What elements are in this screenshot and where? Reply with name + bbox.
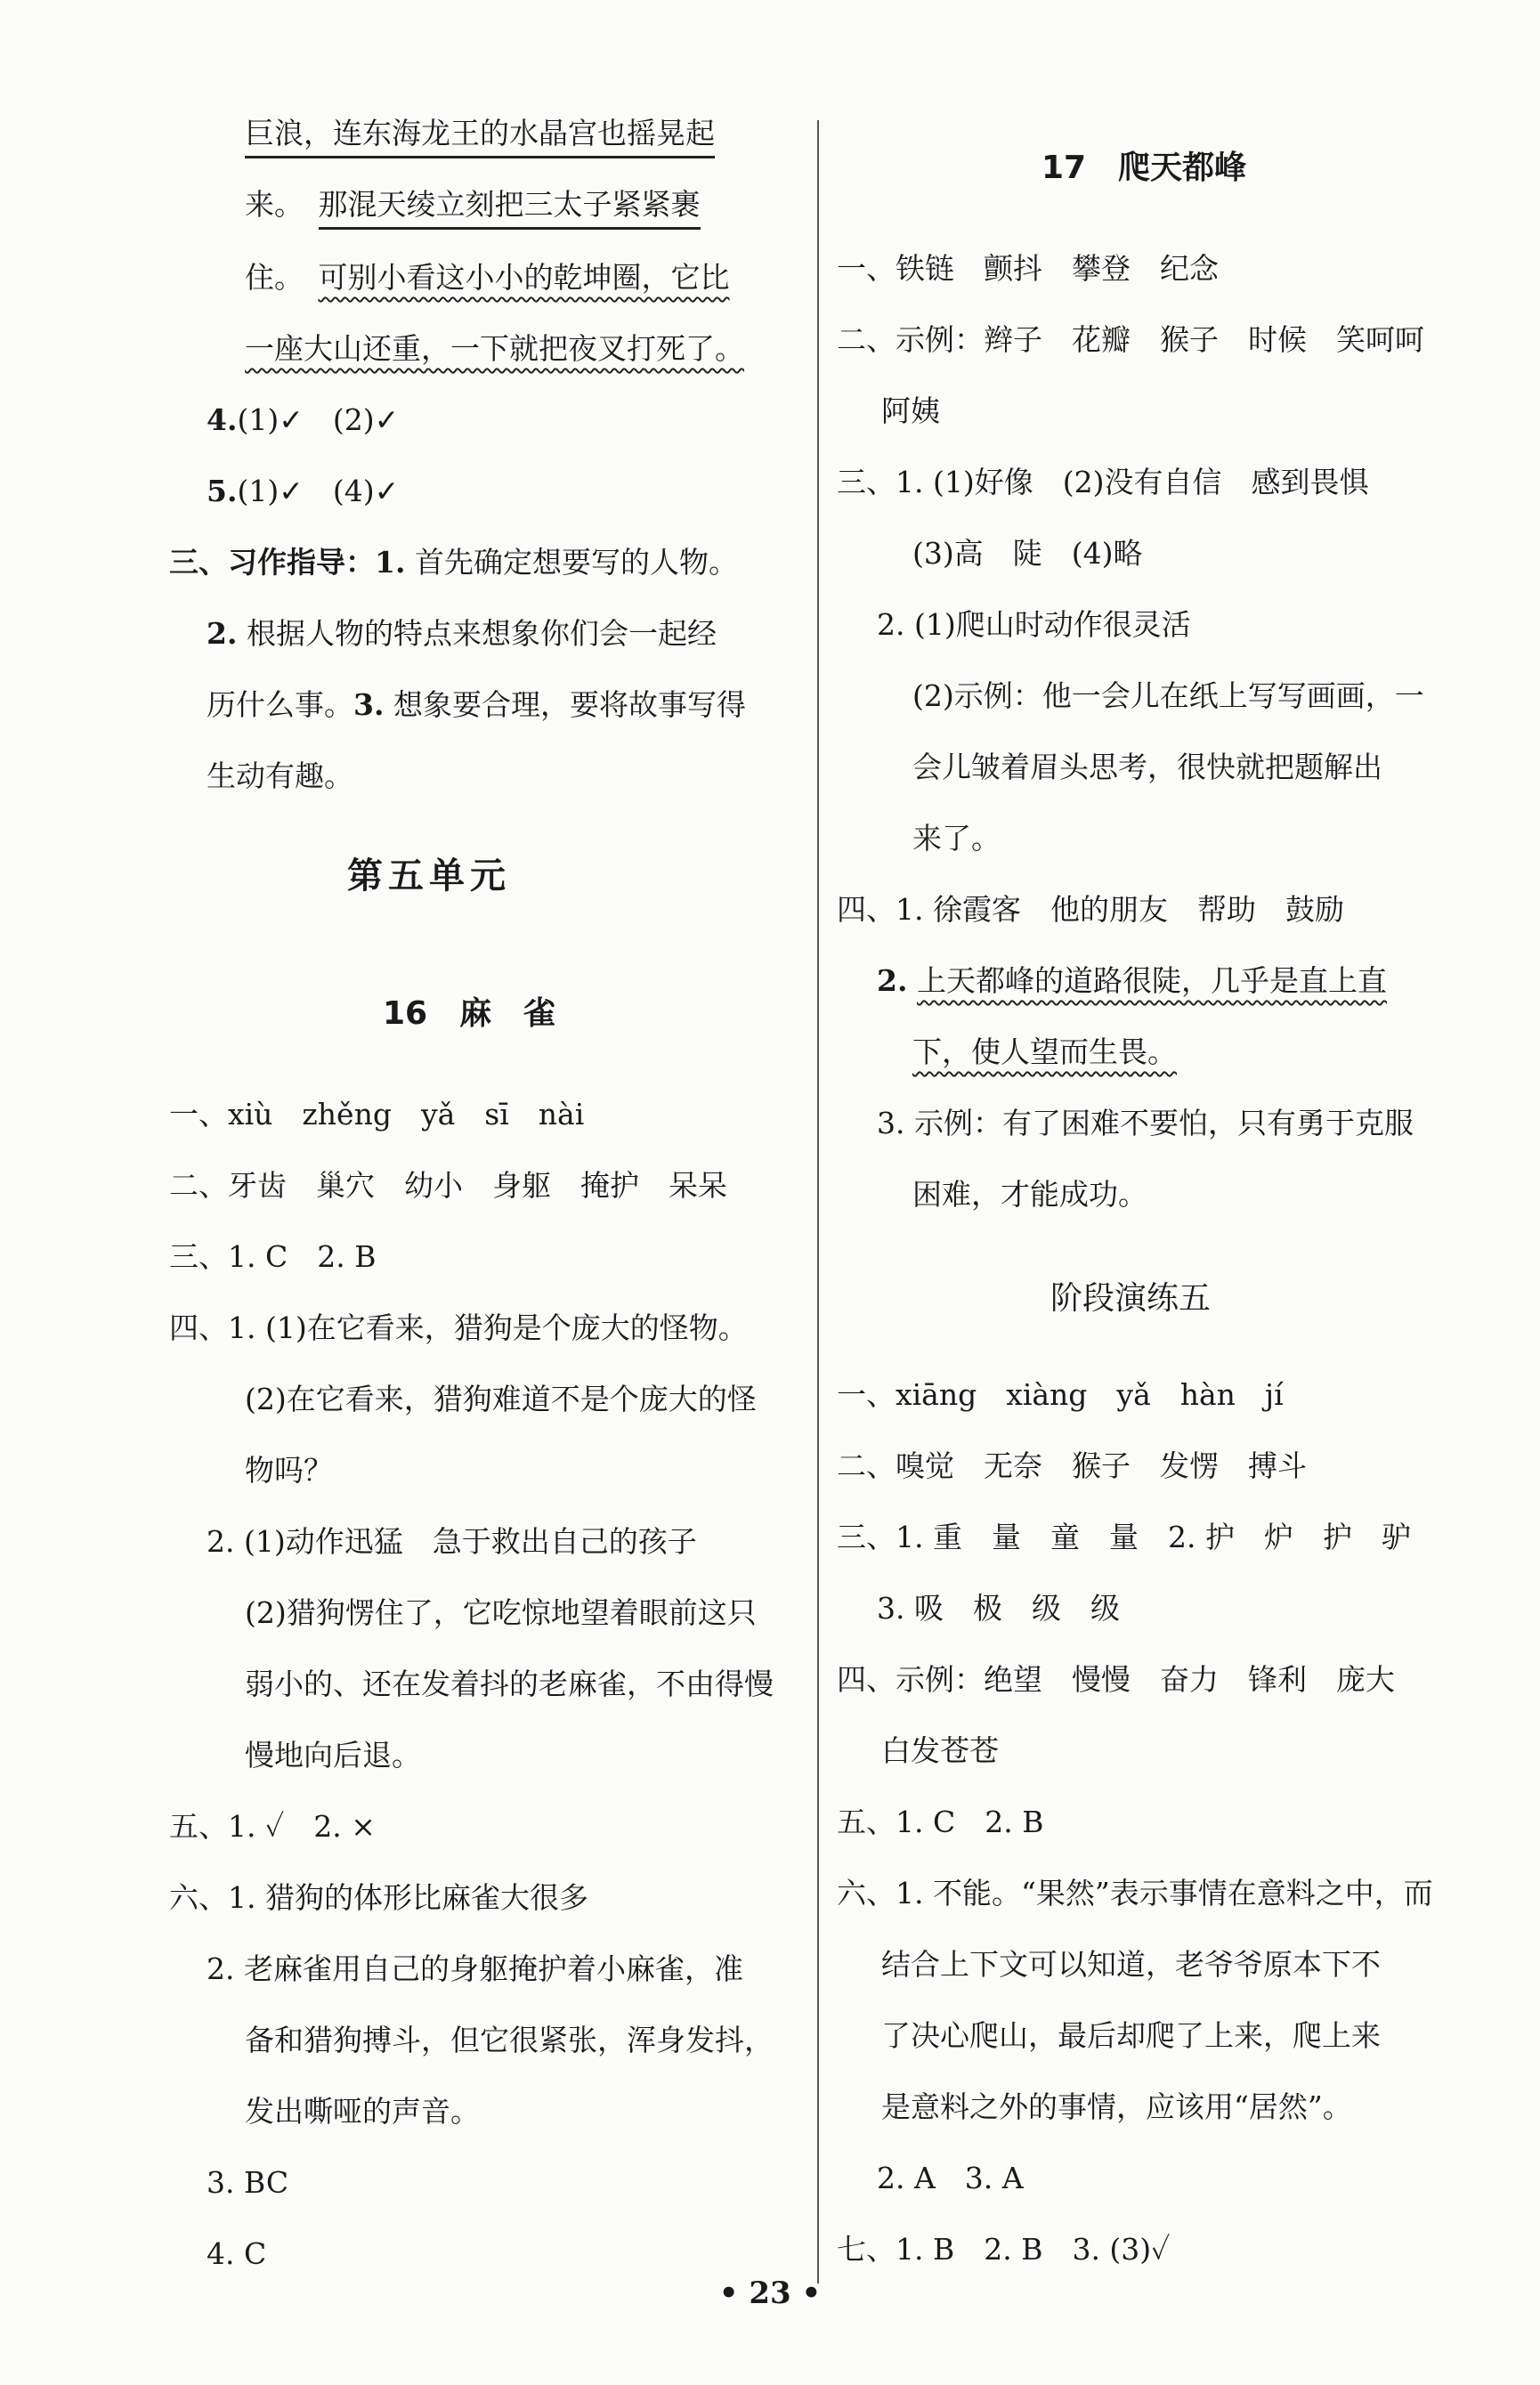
question-number: 5. <box>207 474 238 508</box>
question-number: 4. <box>207 402 238 437</box>
question-number: 3. <box>353 687 385 722</box>
underlined-text: 巨浪，连东海龙王的水晶宫也摇晃起 <box>245 116 715 158</box>
answer-line: 三、1. C 2. B <box>169 1239 377 1274</box>
answer-line: 四、示例：绝望 慢慢 奋力 锋利 庞大 <box>837 1662 1395 1697</box>
answer-line: 三、1. 重 量 童 量 2. 护 炉 护 驴 <box>837 1520 1411 1554</box>
answer-text: 生动有趣。 <box>207 758 353 793</box>
answer-line: 是意料之外的事情，应该用“居然”。 <box>881 2089 1352 2124</box>
answer-line <box>207 757 353 796</box>
answer-line: 3. 示例：有了困难不要怕，只有勇于克服 <box>877 1106 1414 1140</box>
answer-line: 二、牙齿 巢穴 幼小 身躯 掩护 呆呆 <box>169 1168 727 1203</box>
answer-line: 2. (1)动作迅猛 急于救出自己的孩子 <box>207 1524 697 1559</box>
answer-line: (2)猎狗愣住了，它吃惊地望着眼前这只 <box>245 1595 757 1630</box>
answer-line: 3. BC <box>207 2165 289 2200</box>
answer-line: 四、1. (1)在它看来，猎狗是个庞大的怪物。 <box>169 1310 748 1345</box>
text: 住。 <box>245 260 289 295</box>
column-divider <box>817 120 819 2284</box>
answer-line: 会儿皱着眉头思考，很快就把题解出 <box>912 750 1382 784</box>
answer-line: 4. C <box>207 2236 267 2271</box>
answer-line <box>877 961 1387 1001</box>
question-number: 2. <box>207 616 238 651</box>
answer-line <box>207 685 746 725</box>
answer-text: 想象要合理，要将故事写得 <box>393 687 746 722</box>
answer-text: (1)✓ (4)✓ <box>237 474 400 508</box>
answer-line: 五、1. ✓ 2. × <box>169 1809 376 1844</box>
answer-line: 弱小的、还在发着抖的老麻雀，不由得慢 <box>245 1667 774 1701</box>
answer-text: 历什么事。 <box>207 687 353 722</box>
answer-line: 备和猎狗搏斗，但它很紧张，浑身发抖， <box>245 2023 774 2057</box>
answer-line: 一、铁链 颤抖 攀登 纪念 <box>837 251 1219 286</box>
text-line <box>245 185 701 224</box>
answer-line: 白发苍苍 <box>881 1733 999 1768</box>
section-label: 三、习作指导： <box>169 545 375 580</box>
answer-line <box>207 401 399 440</box>
answer-line: 结合上下文可以知道，老爷爷原本下不 <box>881 1947 1381 1982</box>
lesson-title: 16 麻 雀 <box>383 995 556 1032</box>
text-line <box>245 114 715 153</box>
section-title: 阶段演练五 <box>1050 1280 1212 1317</box>
question-number: 1. <box>375 545 406 580</box>
answer-line: (3)高 陡 (4)略 <box>912 536 1143 571</box>
answer-line: (2)示例：他一会儿在纸上写写画画，一 <box>912 678 1424 713</box>
answer-line: 物吗？ <box>245 1453 333 1488</box>
lesson-title: 17 爬天都峰 <box>1042 150 1247 186</box>
answer-text: 首先确定想要写的人物。 <box>414 545 738 580</box>
answer-line: 2. A 3. A <box>877 2161 1024 2195</box>
answer-line: 六、1. 猎狗的体形比麻雀大很多 <box>169 1880 588 1915</box>
answer-line: 困难，才能成功。 <box>912 1177 1147 1212</box>
text-line <box>245 258 730 297</box>
answer-line: 2. 老麻雀用自己的身躯掩护着小麻雀，准 <box>207 1951 743 1986</box>
page-number: • 23 • <box>718 2275 822 2311</box>
answer-line <box>207 614 717 653</box>
answer-line <box>169 543 738 582</box>
answer-line: 一、xiāng xiàng yǎ hàn jí <box>837 1377 1284 1412</box>
wavy-underlined-text: 可别小看这小小的乾坤圈，它比 <box>318 260 730 295</box>
answer-line <box>912 1033 1177 1072</box>
answer-line <box>207 472 399 511</box>
wavy-underlined-text: 一座大山还重，一下就把夜叉打死了。 <box>245 331 744 366</box>
answer-line: 发出嘶哑的声音。 <box>245 2094 480 2129</box>
question-number: 2. <box>877 963 908 998</box>
answer-line: 五、1. C 2. B <box>837 1805 1044 1839</box>
answer-line: 六、1. 不能。“果然”表示事情在意料之中，而 <box>837 1876 1433 1910</box>
wavy-underlined-text: 下，使人望而生畏。 <box>912 1034 1177 1069</box>
wavy-underlined-text: 上天都峰的道路很陡，几乎是直上直 <box>916 963 1387 998</box>
answer-text: (1)✓ (2)✓ <box>237 402 400 437</box>
underlined-text: 那混天绫立刻把三太子紧紧裹 <box>319 187 701 230</box>
text: 来。 <box>245 187 289 222</box>
answer-line: 四、1. 徐霞客 他的朋友 帮助 鼓励 <box>837 892 1344 927</box>
answer-line: 二、示例：辫子 花瓣 猴子 时候 笑呵呵 <box>837 322 1424 357</box>
answer-text: 根据人物的特点来想象你们会一起经 <box>246 616 717 651</box>
answer-line: 阿姨 <box>881 393 940 428</box>
answer-line: 来了。 <box>912 821 1001 856</box>
answer-line: 三、1. (1)好像 (2)没有自信 感到畏惧 <box>837 465 1369 499</box>
answer-line: 2. (1)爬山时动作很灵活 <box>877 607 1191 642</box>
answer-line: (2)在它看来，猎狗难道不是个庞大的怪 <box>245 1382 757 1416</box>
answer-line: 慢地向后退。 <box>245 1738 421 1773</box>
unit-title: 第五单元 <box>347 856 511 896</box>
answer-line: 了决心爬山，最后却爬了上来，爬上来 <box>881 2018 1381 2053</box>
answer-line: 二、嗅觉 无奈 猴子 发愣 搏斗 <box>837 1448 1307 1483</box>
answer-line: 七、1. B 2. B 3. (3)✓ <box>837 2232 1171 2267</box>
text-line <box>245 329 744 369</box>
answer-line: 一、xiù zhěng yǎ sī nài <box>169 1097 585 1132</box>
answer-line: 3. 吸 极 级 级 <box>877 1591 1120 1626</box>
